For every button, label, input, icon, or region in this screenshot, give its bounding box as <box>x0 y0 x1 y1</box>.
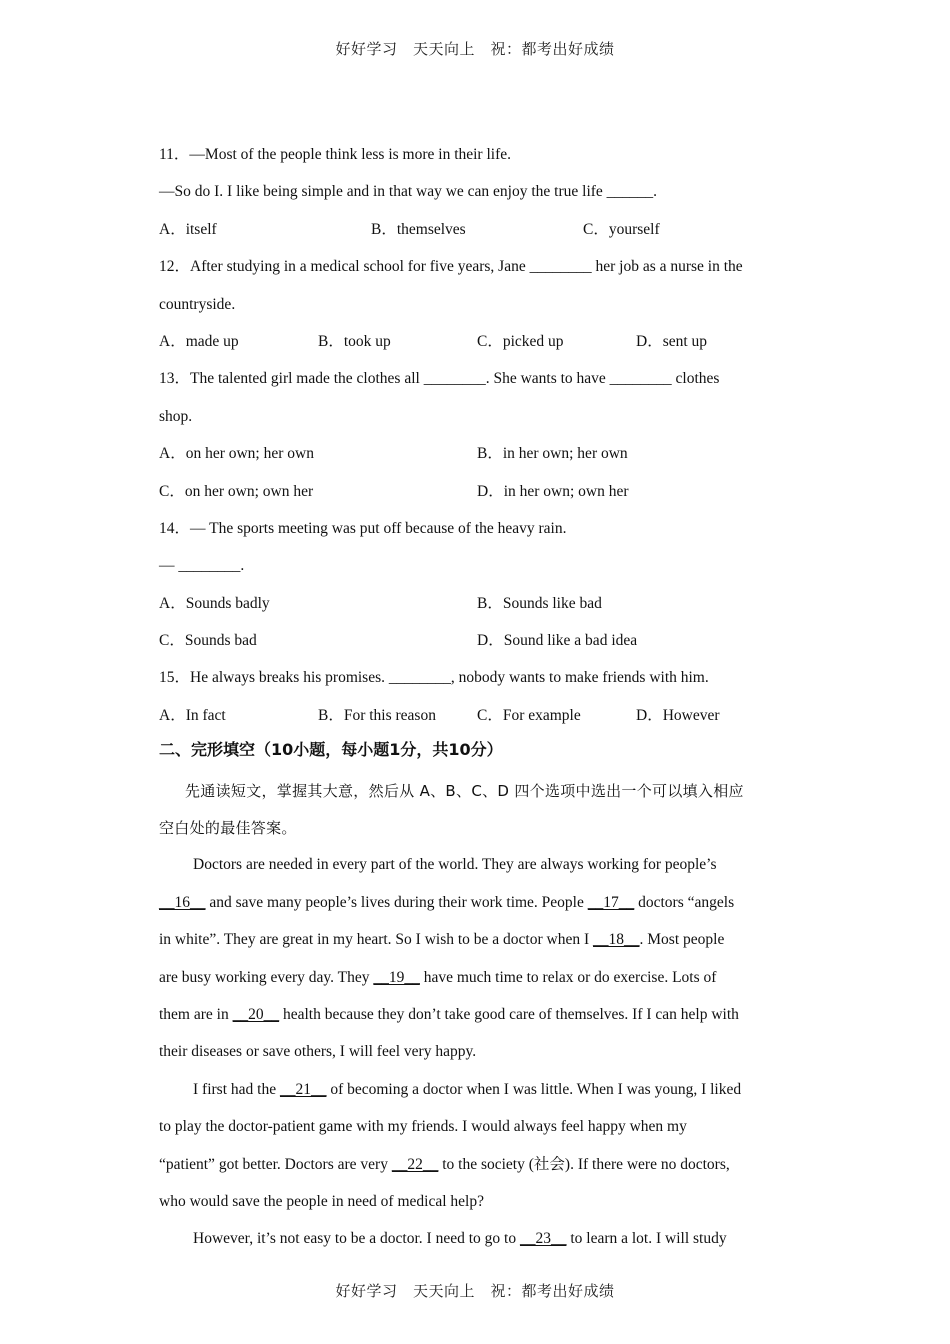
question-14-stem: 14．— The sports meeting was put off because of the heavy rain. <box>159 519 567 537</box>
passage-line: them are in __20__ health because they don’t take good care of themselves. If I can help with <box>159 1005 739 1023</box>
passage-line: their diseases or save others, I will feel very happy. <box>159 1043 477 1061</box>
question-12-stem: 12．After studying in a medical school for five years, Jane ________ her job as a nurse in the <box>159 258 743 276</box>
option-b: B．For this reason <box>318 706 436 724</box>
option-a: A．In fact <box>159 706 226 724</box>
question-13-line2: shop. <box>159 407 193 425</box>
question-15-options <box>159 704 795 741</box>
passage-line: in white”. They are great in my heart. So I wish to be a doctor when I __18__. Most people <box>159 931 725 949</box>
option-b: B．themselves <box>371 220 466 238</box>
blank-23: __23__ <box>519 1230 567 1248</box>
question-12-options <box>159 330 795 367</box>
section-2-title: 二、完形填空（10小题，每小题1分，共10分） <box>159 740 503 760</box>
section-2-instruction-2: 空白处的最佳答案。 <box>159 819 297 838</box>
option-d: D．in her own; own her <box>477 482 629 500</box>
option-c: C．on her own; own her <box>159 482 314 500</box>
blank-16: __16__ <box>159 893 206 911</box>
option-b: B．Sounds like bad <box>477 594 602 612</box>
page-footer: 好好学习 天天向上 祝：都考出好成绩 <box>335 1282 615 1300</box>
question-11-line2: —So do I. I like being simple and in that way we can enjoy the true life ______. <box>159 183 658 201</box>
question-13-options-row2 <box>159 480 795 517</box>
blank-21: __21__ <box>279 1080 327 1098</box>
question-12-line2: countryside. <box>159 295 236 313</box>
section-2-instruction-1: 先通读短文，掌握其大意，然后从 A、B、C、D 四个选项中选出一个可以填入相应 <box>185 781 744 800</box>
blank-18: __18__ <box>593 931 640 949</box>
passage-line: __16__ and save many people’s lives during their work time. People __17__ doctors “angels <box>159 893 735 911</box>
question-11-stem: 11．—Most of the people think less is more in their life. <box>159 146 511 163</box>
question-13-stem: 13．The talented girl made the clothes all ________. She wants to have ________ clothes <box>159 370 720 388</box>
passage-line: to play the doctor-patient game with my friends. I would always feel happy when my <box>159 1118 687 1136</box>
question-11-options <box>159 218 795 255</box>
option-b: B．took up <box>318 332 391 350</box>
option-c: C．yourself <box>583 220 660 238</box>
option-c: C．picked up <box>477 332 564 350</box>
blank-22: __22__ <box>391 1155 439 1173</box>
option-d: D．Sound like a bad idea <box>477 632 638 650</box>
option-b: B．in her own; her own <box>477 445 628 463</box>
question-14-options-row1 <box>159 592 795 629</box>
blank-19: __19__ <box>373 968 420 986</box>
passage-line: “patient” got better. Doctors are very __22__ to the society (社会). If there were no doctors, <box>159 1155 730 1173</box>
question-14-line2: — ________. <box>159 557 245 575</box>
option-c: C．For example <box>477 706 581 724</box>
option-a: A．made up <box>159 332 239 350</box>
passage-line: are busy working every day. They __19__ have much time to relax or do exercise. Lots of <box>159 968 717 986</box>
passage-line: I first had the __21__ of becoming a doctor when I was little. When I was young, I liked <box>193 1080 742 1098</box>
question-15-stem: 15．He always breaks his promises. ________, nobody wants to make friends with him. <box>159 669 709 687</box>
passage-line: However, it’s not easy to be a doctor. I need to go to __23__ to learn a lot. I will study <box>193 1230 727 1248</box>
option-a: A．itself <box>159 220 217 238</box>
blank-17: __17__ <box>587 893 635 911</box>
exam-content <box>159 143 795 1265</box>
question-14-options-row2 <box>159 629 795 666</box>
passage-line: Doctors are needed in every part of the world. They are always working for people’s <box>193 856 717 874</box>
option-a: A．Sounds badly <box>159 594 270 612</box>
option-a: A．on her own; her own <box>159 445 314 463</box>
option-d: D．However <box>636 706 720 724</box>
option-d: D．sent up <box>636 332 708 350</box>
page-header: 好好学习 天天向上 祝：都考出好成绩 <box>335 40 615 58</box>
question-13-options-row1 <box>159 442 795 479</box>
blank-20: __20__ <box>232 1005 280 1023</box>
passage-line: who would save the people in need of medical help? <box>159 1192 484 1210</box>
option-c: C．Sounds bad <box>159 632 257 650</box>
